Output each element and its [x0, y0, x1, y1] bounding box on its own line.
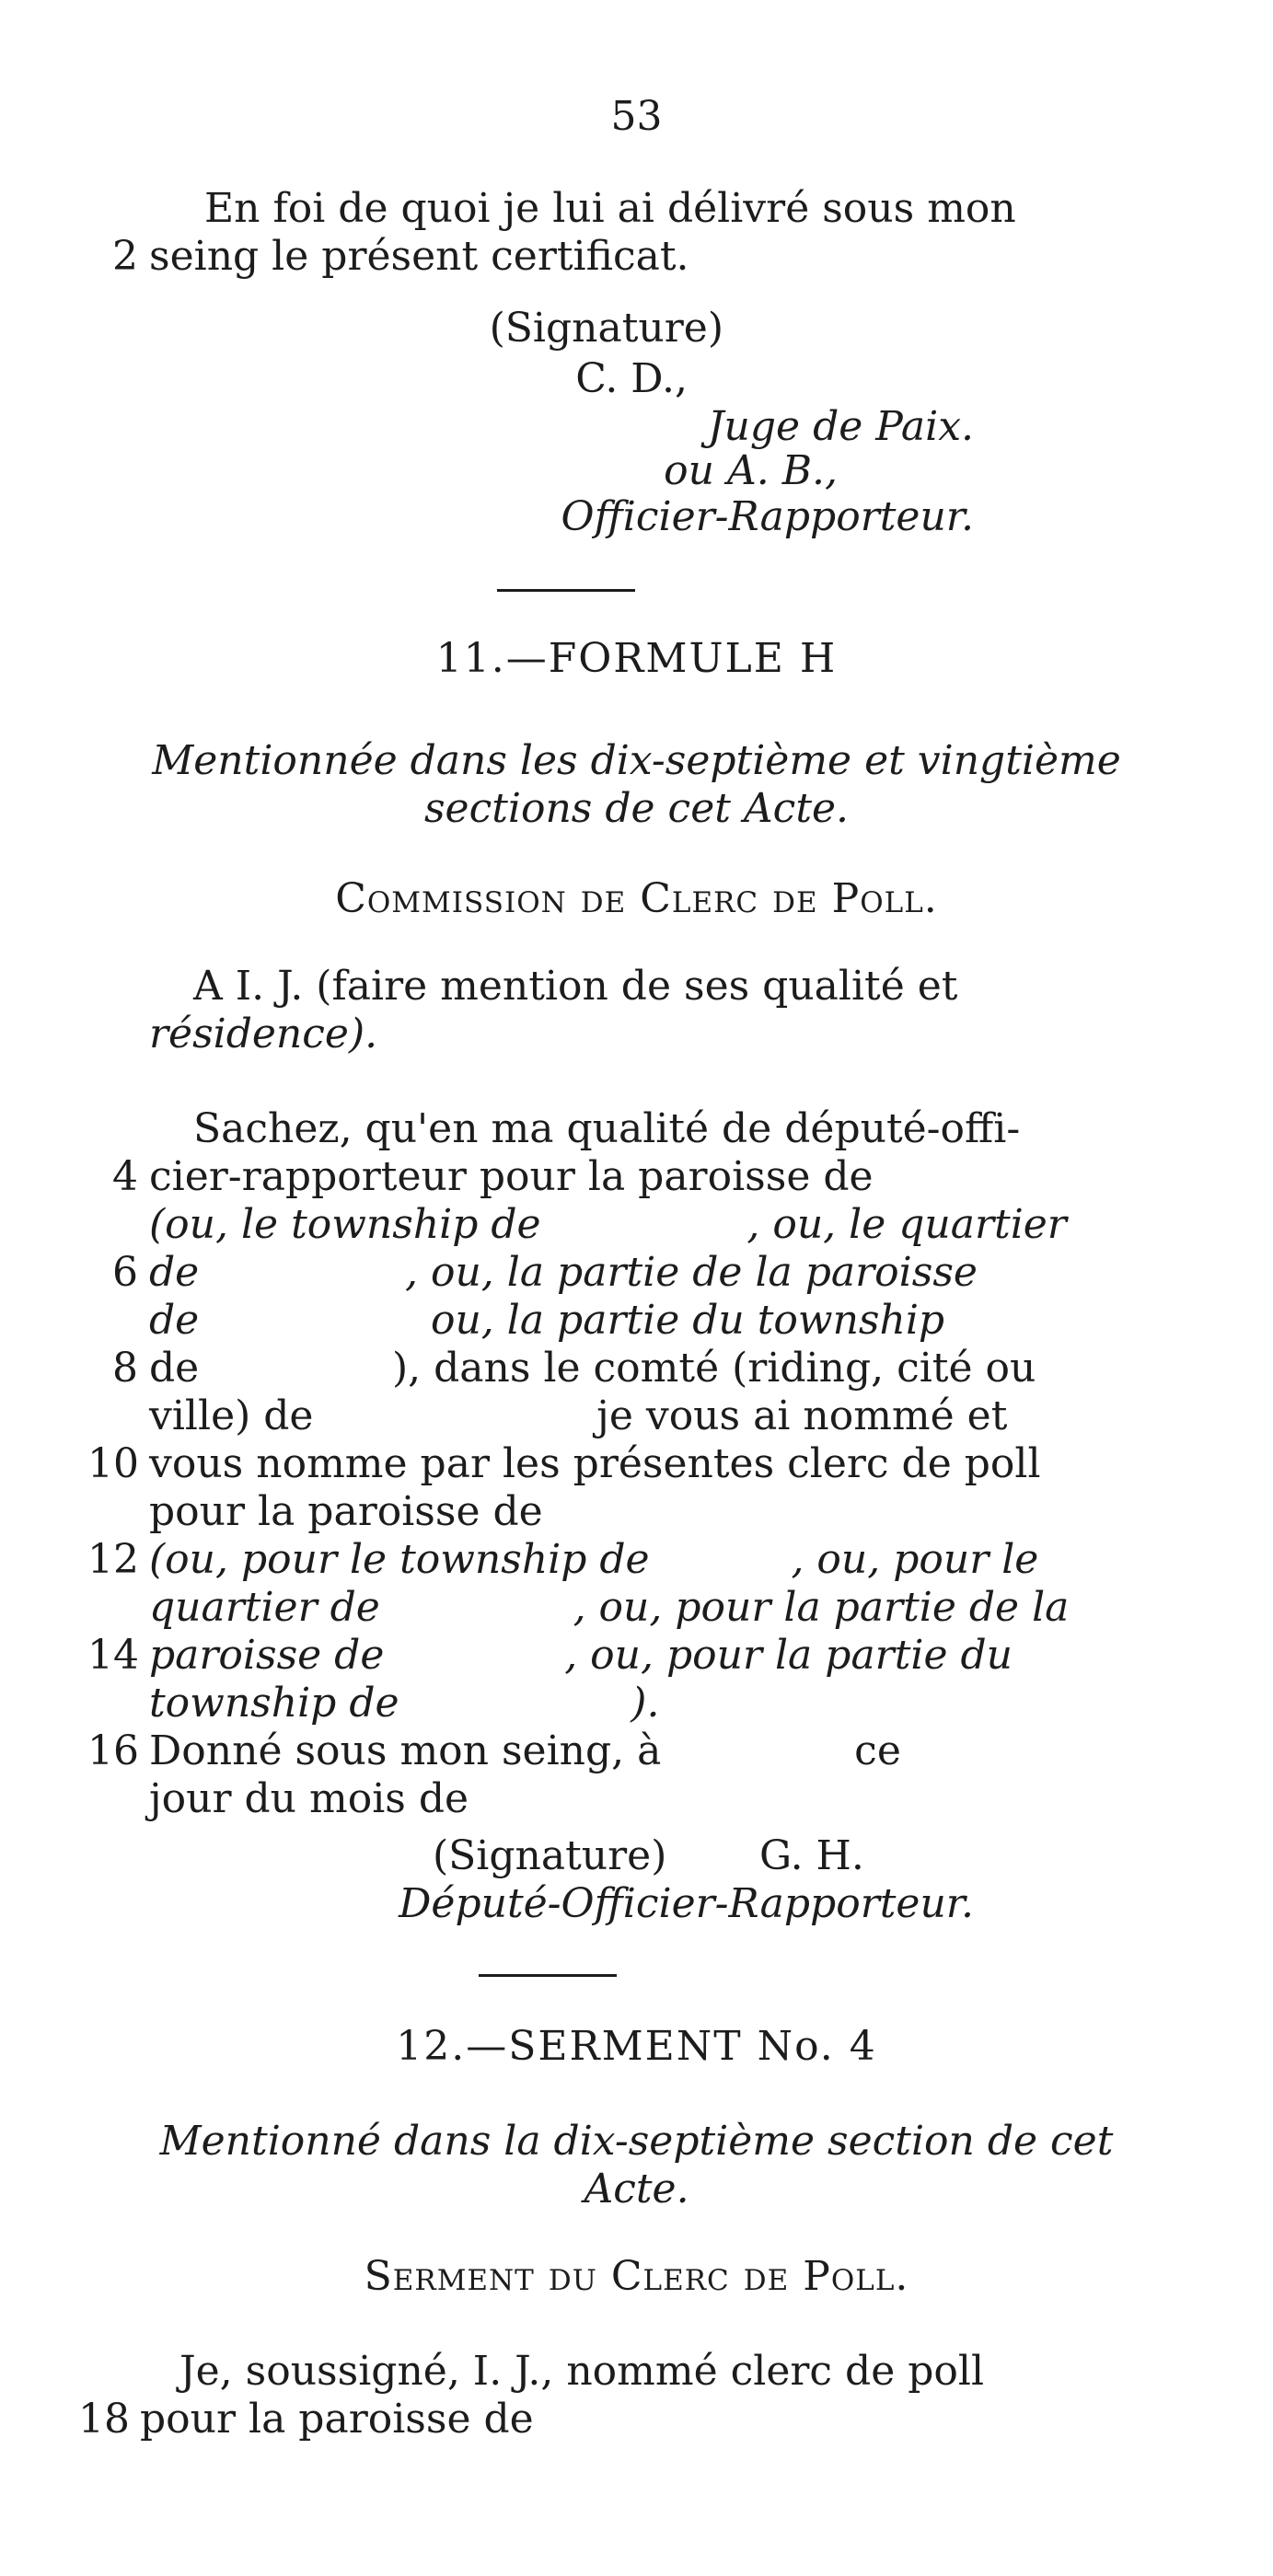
section-divider [497, 589, 635, 592]
text-line: vous nomme par les présentes clerc de poll [149, 1440, 1041, 1487]
signature-name: C. D., [575, 355, 688, 402]
signature-label: (Signature) [433, 1832, 667, 1879]
text-line: de ), dans le comté (riding, cité ou [149, 1345, 1036, 1392]
text-line: jour du mois de [149, 1775, 469, 1822]
text-line: Sachez, qu'en ma qualité de député-offi- [193, 1105, 1021, 1152]
text-line: de ou, la partie du township [149, 1297, 945, 1344]
text-line: de , ou, la partie de la paroisse [149, 1249, 978, 1296]
signature-title: Juge de Paix. [707, 403, 974, 450]
section-heading: 11.—FORMULE H [435, 635, 838, 682]
addressee-line-1: A I. J. (faire mention de ses qualité et [193, 963, 958, 1010]
line-number: 18 [78, 2396, 130, 2443]
text-line: township de ). [149, 1680, 660, 1727]
section-title: Commission de Clerc de Poll. [335, 875, 938, 922]
certificate-line-2: seing le présent certificat. [149, 233, 689, 280]
section-mention-line-2: sections de cet Acte. [423, 785, 850, 832]
signature-officer: Officier-Rapporteur. [561, 493, 974, 540]
certificate-line-1: En foi de quoi je lui ai délivré sous mon [204, 185, 1016, 232]
text-line: paroisse de , ou, pour la partie du [149, 1632, 1013, 1679]
text-line: Je, soussigné, I. J., nommé clerc de poll [179, 2348, 985, 2395]
line-number: 2 [112, 233, 138, 280]
signature-alt-name: ou A. B., [664, 447, 838, 494]
text-line: quartier de , ou, pour la partie de la [149, 1584, 1070, 1631]
signature-label: (Signature) [489, 305, 723, 352]
section-mention-line-1: Mentionné dans la dix-septième section de cet [159, 2118, 1114, 2165]
section-heading: 12.—SERMENT No. 4 [396, 2023, 877, 2070]
line-number: 8 [112, 1345, 138, 1392]
line-number: 6 [112, 1249, 138, 1296]
text-line: pour la paroisse de [140, 2396, 534, 2443]
text-line: pour la paroisse de [149, 1488, 543, 1535]
line-number: 10 [87, 1440, 139, 1487]
section-divider [479, 1974, 617, 1977]
text-line: (ou, pour le township de , ou, pour le [149, 1536, 1039, 1583]
line-number: 4 [112, 1153, 138, 1200]
addressee-line-2: résidence). [149, 1011, 378, 1057]
text-line: ville) de je vous ai nommé et [149, 1392, 1008, 1439]
text-line: Donné sous mon seing, à ce [149, 1727, 901, 1774]
text-line: (ou, le township de , ou, le quartier [149, 1201, 1067, 1248]
text-line: cier-rapporteur pour la paroisse de [149, 1153, 874, 1200]
page-number: 53 [610, 93, 663, 140]
line-number: 16 [87, 1727, 139, 1774]
signature-name: G. H. [759, 1832, 864, 1879]
section-mention-line-2: Acte. [584, 2166, 689, 2212]
signature-title: Député-Officier-Rapporteur. [399, 1880, 974, 1927]
line-number: 12 [87, 1536, 139, 1583]
line-number: 14 [87, 1632, 139, 1679]
section-title: Serment du Clerc de Poll. [364, 2253, 909, 2300]
section-mention-line-1: Mentionnée dans les dix-septième et vingtième [152, 737, 1121, 784]
